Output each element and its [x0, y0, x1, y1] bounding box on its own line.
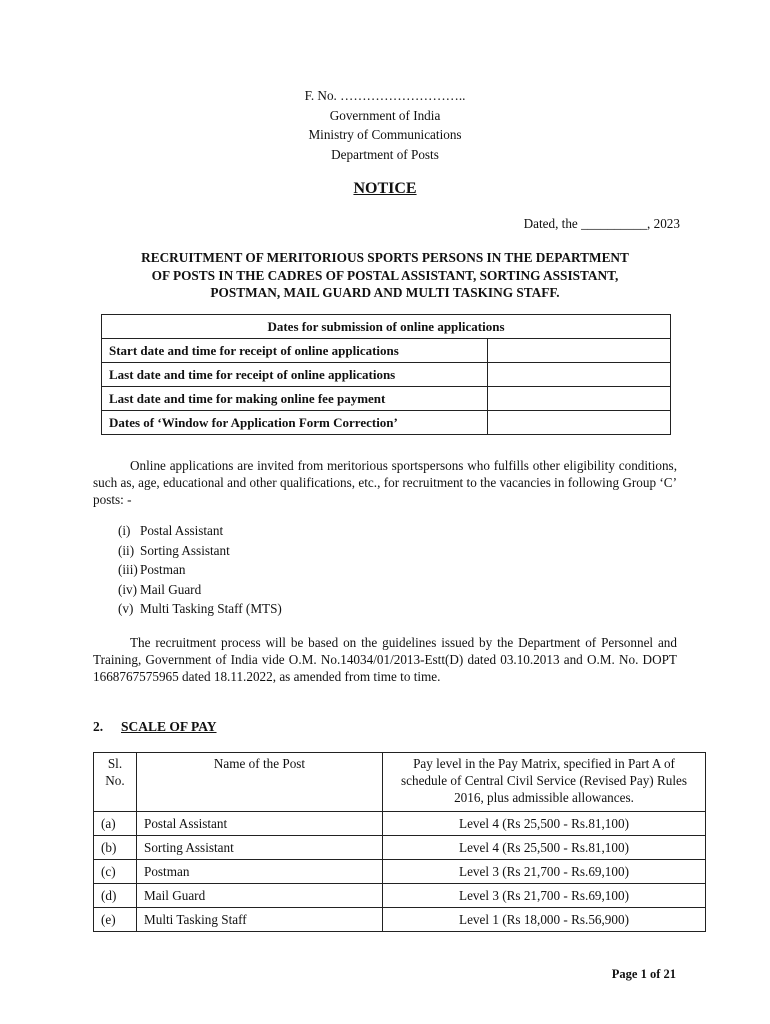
- cell-pay-level: Level 1 (Rs 18,000 - Rs.56,900): [383, 908, 706, 932]
- dated-line: Dated, the __________, 2023: [523, 216, 680, 231]
- intro-paragraph: Online applications are invited from meritorious sportspersons who fulfills other eligibility conditions, such as, age, educational and other qualifications, etc., for recruitment to the vacancies in following Group ‘C’ posts: -: [93, 458, 677, 507]
- list-item-label: Postal Assistant: [140, 523, 224, 538]
- list-item-label: Sorting Assistant: [140, 542, 230, 558]
- table-row: [102, 411, 671, 435]
- list-item: [118, 541, 282, 561]
- cell-sl-no: (b): [94, 836, 137, 860]
- section-title: SCALE OF PAY: [121, 719, 217, 734]
- list-item-number: (v): [118, 601, 134, 616]
- cell-post-name: Multi Tasking Staff: [137, 908, 383, 932]
- subject-heading: [92, 249, 678, 302]
- header-ministry: Ministry of Communications: [308, 127, 462, 142]
- dates-table-caption: Dates for submission of online applications: [102, 315, 671, 339]
- column-header-pay-level: Pay level in the Pay Matrix, specified in Part A of schedule of Central Civil Service (Revised Pay) Rules 2016, plus admissible allowances.: [383, 753, 706, 812]
- list-item-label: Multi Tasking Staff (MTS): [140, 601, 282, 616]
- table-row: [94, 908, 706, 932]
- file-number: F. No. ………………………..: [304, 88, 466, 103]
- dates-row-label: Start date and time for receipt of online applications: [102, 339, 488, 363]
- cell-pay-level: Level 4 (Rs 25,500 - Rs.81,100): [383, 836, 706, 860]
- list-item: [118, 521, 282, 541]
- dates-row-value: [488, 363, 671, 387]
- cell-post-name: Sorting Assistant: [137, 836, 383, 860]
- cell-sl-no: (c): [94, 860, 137, 884]
- list-item-label: Postman: [140, 562, 186, 577]
- header-government: Government of India: [329, 107, 441, 123]
- table-header-row: [94, 753, 706, 812]
- notice-title: NOTICE: [353, 180, 417, 197]
- dates-row-label: Last date and time for making online fee payment: [102, 387, 488, 411]
- section-number: 2.: [93, 719, 104, 734]
- list-item-number: (ii): [118, 542, 135, 558]
- list-item: [118, 560, 282, 580]
- table-row: [94, 812, 706, 836]
- application-dates-table: [101, 314, 671, 435]
- subject-line-3: POSTMAN, MAIL GUARD AND MULTI TASKING STAFF.: [210, 285, 560, 300]
- cell-post-name: Postal Assistant: [137, 812, 383, 836]
- dates-row-value: [488, 339, 671, 363]
- subject-line-2: OF POSTS IN THE CADRES OF POSTAL ASSISTANT, SORTING ASSISTANT,: [151, 267, 619, 283]
- table-row: [102, 339, 671, 363]
- cell-pay-level: Level 3 (Rs 21,700 - Rs.69,100): [383, 860, 706, 884]
- process-paragraph: The recruitment process will be based on the guidelines issued by the Department of Personnel and Training, Government of India vide O.M. No.14034/01/2013-Estt(D) dated 03.10.2013 and O.M. No. DOPT 1668767575965 dated 18.11.2022, as amended from time to time.: [93, 635, 677, 684]
- table-row: [94, 836, 706, 860]
- column-header-post: Name of the Post: [137, 753, 383, 812]
- header-department: Department of Posts: [331, 146, 439, 162]
- cell-post-name: Postman: [137, 860, 383, 884]
- list-item-number: (iii): [118, 562, 138, 577]
- dates-row-label: Dates of ‘Window for Application Form Correction’: [102, 411, 488, 435]
- cell-pay-level: Level 4 (Rs 25,500 - Rs.81,100): [383, 812, 706, 836]
- list-item-number: (iv): [118, 581, 138, 597]
- table-row: [94, 860, 706, 884]
- dates-row-label: Last date and time for receipt of online applications: [102, 363, 488, 387]
- posts-list: [118, 521, 282, 619]
- list-item-number: (i): [118, 523, 131, 538]
- letter-header: [0, 86, 770, 164]
- cell-sl-no: (a): [94, 812, 137, 836]
- cell-sl-no: (d): [94, 884, 137, 908]
- subject-line-1: RECRUITMENT OF MERITORIOUS SPORTS PERSONS IN THE DEPARTMENT: [141, 250, 629, 265]
- cell-post-name: Mail Guard: [137, 884, 383, 908]
- list-item-label: Mail Guard: [140, 581, 202, 597]
- scale-of-pay-table: [93, 752, 706, 932]
- dates-row-value: [488, 387, 671, 411]
- cell-pay-level: Level 3 (Rs 21,700 - Rs.69,100): [383, 884, 706, 908]
- list-item: [118, 580, 282, 600]
- section-heading: [93, 719, 217, 735]
- table-row: [102, 387, 671, 411]
- dates-row-value: [488, 411, 671, 435]
- table-row: [94, 884, 706, 908]
- table-row: [102, 363, 671, 387]
- list-item: [118, 599, 282, 619]
- column-header-sl-no: Sl. No.: [94, 753, 137, 812]
- page-number: Page 1 of 21: [611, 967, 676, 981]
- cell-sl-no: (e): [94, 908, 137, 932]
